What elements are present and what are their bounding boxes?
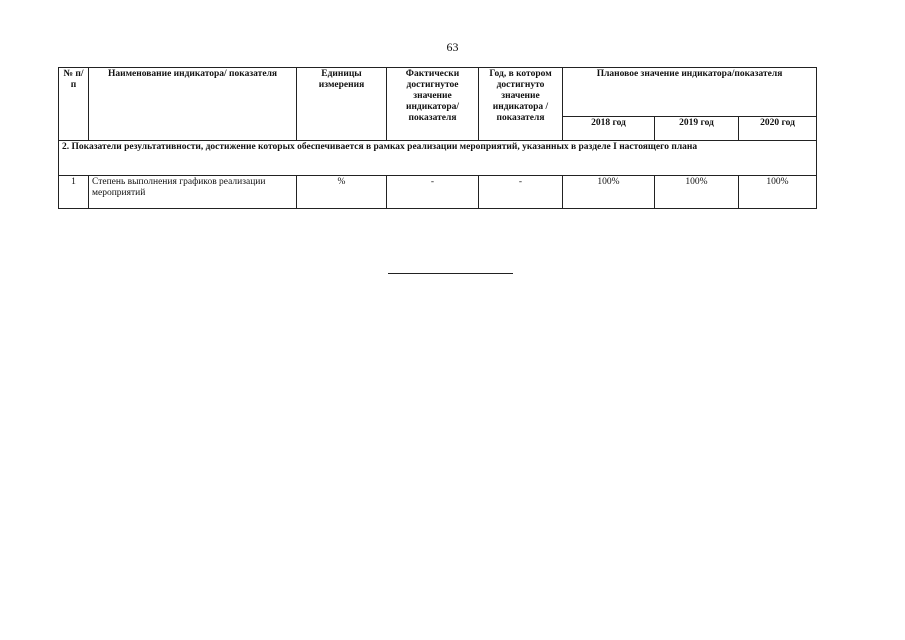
cell-actual: - <box>387 176 479 209</box>
header-year-2019: 2019 год <box>655 117 739 141</box>
cell-unit: % <box>297 176 387 209</box>
section-title: 2. Показатели результативности, достижение которых обеспечивается в рамках реализации мероприятий, указанных в разделе I настоящего плана <box>59 141 817 176</box>
cell-year: - <box>479 176 563 209</box>
cell-2018: 100% <box>563 176 655 209</box>
header-year-2018: 2018 год <box>563 117 655 141</box>
table-row <box>59 176 817 209</box>
end-divider <box>388 273 513 274</box>
header-actual: Фактически достигнутое значение индикатора/ показателя <box>387 68 479 141</box>
section-row <box>59 141 817 176</box>
header-year-2020: 2020 год <box>739 117 817 141</box>
indicators-table <box>58 67 817 209</box>
cell-2020: 100% <box>739 176 817 209</box>
cell-num: 1 <box>59 176 89 209</box>
cell-name: Степень выполнения графиков реализации мероприятий <box>89 176 297 209</box>
header-planned: Плановое значение индикатора/показателя <box>563 68 817 117</box>
header-year: Год, в котором достигнуто значение индикатора /показателя <box>479 68 563 141</box>
table-header-row <box>59 68 817 117</box>
header-unit: Единицы измерения <box>297 68 387 141</box>
cell-2019: 100% <box>655 176 739 209</box>
header-name: Наименование индикатора/ показателя <box>89 68 297 141</box>
header-num: № п/п <box>59 68 89 141</box>
page-number: 63 <box>446 40 459 54</box>
